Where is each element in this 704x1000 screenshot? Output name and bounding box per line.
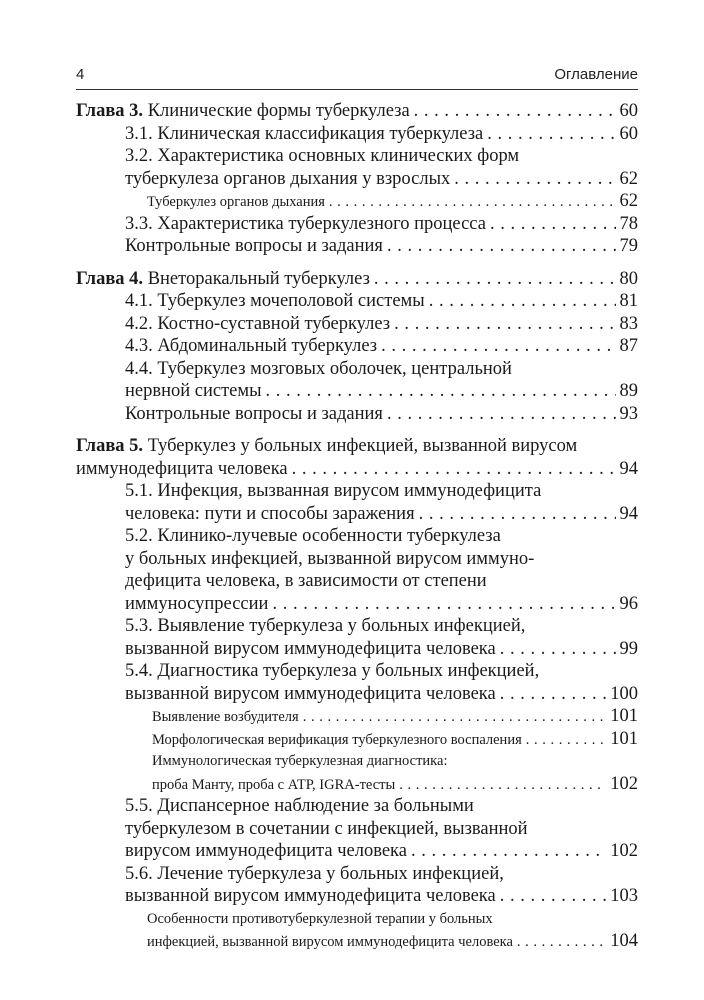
- dot-leader: [419, 503, 616, 526]
- toc-entry[interactable]: [76, 525, 638, 548]
- dot-leader: [414, 100, 616, 123]
- toc-page-number: 94: [619, 503, 638, 524]
- toc-entry[interactable]: [76, 548, 638, 571]
- dot-leader: [500, 638, 616, 661]
- dot-leader: [490, 213, 616, 236]
- toc-entry-label: [76, 458, 288, 481]
- toc-entry[interactable]: [76, 290, 638, 313]
- toc-entry-label: [125, 145, 519, 168]
- toc-entry[interactable]: [76, 885, 638, 908]
- toc-entry-text: Контрольные вопросы и задания: [125, 403, 383, 424]
- toc-entry-label: [76, 268, 370, 291]
- dot-leader: [500, 885, 607, 908]
- toc-page-number: 104: [610, 931, 638, 951]
- toc-entry[interactable]: [76, 863, 638, 886]
- toc-entry-text: 5.6. Лечение туберкулеза у больных инфекцией,: [125, 863, 504, 884]
- toc-page-number: 60: [619, 123, 638, 144]
- toc-entry[interactable]: [76, 358, 638, 381]
- header-rule: [76, 89, 638, 90]
- toc-entry-label: [125, 380, 262, 403]
- toc-entry-label: [125, 213, 486, 236]
- toc-entry[interactable]: [76, 615, 638, 638]
- toc-entry-label: [125, 795, 474, 818]
- toc-entry-text: вызванной вирусом иммунодефицита человека: [125, 886, 496, 906]
- dot-leader: [303, 706, 607, 728]
- toc-entry-text: Иммунологическая туберкулезная диагностика:: [152, 753, 448, 769]
- toc-entry-label: [125, 885, 496, 908]
- dot-leader: [517, 931, 606, 953]
- toc-entry-text: 5.3. Выявление туберкулеза у больных инфекцией,: [125, 616, 526, 636]
- dot-leader: [272, 593, 615, 616]
- dot-leader: [292, 458, 616, 481]
- page-number: 4: [76, 66, 85, 83]
- toc-entry-label: [125, 335, 377, 358]
- toc-entry-label: [125, 660, 539, 683]
- dot-leader: [500, 683, 607, 706]
- toc-entry-label: [125, 525, 501, 548]
- toc-page-number: 102: [610, 773, 638, 794]
- toc-page-number: 79: [619, 236, 638, 256]
- running-header: [76, 64, 638, 86]
- toc-entry-text: проба Манту, проба с АТР, IGRA-тесты: [152, 776, 396, 793]
- dot-leader: [374, 268, 616, 291]
- toc-entry-label: [152, 750, 447, 773]
- toc-entry[interactable]: [76, 458, 638, 481]
- chapter-number: Глава 5.: [76, 436, 144, 456]
- toc-page-number: 103: [610, 886, 638, 906]
- running-title: Оглавление: [554, 66, 638, 83]
- toc-entry[interactable]: [76, 313, 638, 336]
- toc-page-number: 81: [619, 291, 638, 311]
- toc-entry-text: вызванной вирусом иммунодефицита человека: [125, 638, 496, 659]
- toc-page-number: 62: [619, 168, 638, 189]
- dot-leader: [329, 191, 616, 213]
- toc-entry-label: [125, 548, 534, 571]
- toc-entry-label: [125, 840, 407, 863]
- toc-page-number: 87: [619, 336, 638, 356]
- toc-entry-text: 4.3. Абдоминальный туберкулез: [125, 336, 378, 356]
- toc-entry-label: [125, 503, 415, 526]
- toc-entry[interactable]: [76, 235, 638, 258]
- toc-entry-text: туберкулезом в сочетании с инфекцией, вызванной: [125, 818, 528, 839]
- toc-chapter-block: [76, 100, 638, 258]
- toc-entry-text: Особенности противотуберкулезной терапии у больных: [147, 910, 493, 927]
- toc-entry-label: [152, 729, 522, 751]
- toc-entry[interactable]: [76, 380, 638, 403]
- dot-leader: [429, 290, 616, 313]
- toc-entry[interactable]: [76, 773, 638, 796]
- toc-entry[interactable]: [76, 168, 638, 191]
- toc-entry-text: 3.3. Характеристика туберкулезного процесса: [125, 213, 486, 234]
- dot-leader: [411, 840, 606, 863]
- toc-entry-label: [147, 191, 325, 213]
- toc-entry-text: Клинические формы туберкулеза: [143, 101, 410, 121]
- toc-page-number: 62: [619, 191, 638, 211]
- dot-leader: [381, 335, 615, 358]
- toc-entry-text: Туберкулез органов дыхания: [147, 194, 325, 210]
- toc-entry[interactable]: [76, 435, 638, 458]
- table-of-contents: [76, 100, 638, 963]
- toc-page-number: 102: [610, 841, 638, 861]
- dot-leader: [266, 380, 616, 403]
- toc-entry-label: [76, 100, 410, 123]
- toc-entry-text: Внеторакальный туберкулез: [143, 268, 370, 289]
- dot-leader: [387, 403, 616, 426]
- toc-entry[interactable]: [76, 123, 638, 146]
- toc-page-number: 100: [610, 683, 638, 704]
- toc-page-number: 94: [619, 458, 638, 479]
- dot-leader: [487, 123, 615, 146]
- toc-entry-label: [147, 908, 493, 931]
- toc-entry[interactable]: [76, 570, 638, 593]
- toc-entry[interactable]: [76, 930, 638, 953]
- toc-entry-text: человека: пути и способы заражения: [125, 503, 415, 524]
- toc-entry[interactable]: [76, 145, 638, 168]
- toc-entry-text: Контрольные вопросы и задания: [125, 236, 383, 256]
- toc-entry[interactable]: [76, 268, 638, 291]
- toc-entry[interactable]: [76, 593, 638, 616]
- toc-entry[interactable]: [76, 750, 638, 773]
- toc-entry-text: 4.2. Костно-суставной туберкулез: [125, 313, 391, 334]
- toc-entry-label: [125, 168, 450, 191]
- toc-entry-text: Туберкулез у больных инфекцией, вызванной вирусом: [143, 436, 578, 456]
- toc-entry[interactable]: [76, 728, 638, 751]
- toc-entry-label: [125, 593, 268, 616]
- toc-page-number: 99: [619, 638, 638, 659]
- toc-entry-text: нервной системы: [125, 381, 262, 401]
- toc-entry[interactable]: [76, 795, 638, 818]
- toc-entry-label: [147, 931, 513, 953]
- toc-page-number: 80: [619, 268, 638, 289]
- toc-entry-text: вызванной вирусом иммунодефицита человека: [125, 683, 496, 704]
- toc-page-number: 89: [619, 381, 638, 401]
- toc-entry[interactable]: [76, 683, 638, 706]
- toc-page-number: 78: [619, 213, 638, 234]
- toc-entry-text: 3.2. Характеристика основных клинических форм: [125, 146, 520, 166]
- toc-entry-label: [125, 818, 528, 841]
- toc-entry-label: [125, 615, 525, 638]
- toc-entry[interactable]: [76, 840, 638, 863]
- toc-entry-text: 5.5. Диспансерное наблюдение за больными: [125, 796, 474, 816]
- toc-entry[interactable]: [76, 503, 638, 526]
- toc-entry-text: 5.2. Клинико-лучевые особенности туберкулеза: [125, 526, 501, 546]
- toc-page-number: 101: [610, 706, 638, 726]
- toc-entry-text: дефицита человека, в зависимости от степени: [125, 571, 487, 591]
- toc-entry[interactable]: [76, 660, 638, 683]
- dot-leader: [387, 235, 616, 258]
- toc-entry-text: 5.4. Диагностика туберкулеза у больных инфекцией,: [125, 661, 540, 681]
- toc-entry[interactable]: [76, 908, 638, 931]
- toc-chapter-block: [76, 268, 638, 426]
- toc-page-number: 101: [610, 728, 638, 749]
- toc-entry-label: [125, 863, 504, 886]
- chapter-number: Глава 3.: [76, 101, 144, 121]
- toc-entry[interactable]: [76, 480, 638, 503]
- dot-leader: [394, 313, 615, 336]
- toc-entry[interactable]: [76, 100, 638, 123]
- toc-entry[interactable]: [76, 213, 638, 236]
- toc-entry-text: инфекцией, вызванной вирусом иммунодефицита человека: [147, 934, 513, 950]
- toc-entry-text: 5.1. Инфекция, вызванная вирусом иммунодефицита: [125, 481, 542, 501]
- toc-entry-text: 4.4. Туберкулез мозговых оболочек, центральной: [125, 358, 512, 379]
- toc-entry-text: иммуносупрессии: [125, 593, 269, 614]
- toc-entry-label: [125, 403, 383, 426]
- toc-entry-label: [125, 570, 487, 593]
- dot-leader: [454, 168, 615, 191]
- toc-entry-text: вирусом иммунодефицита человека: [125, 841, 407, 861]
- toc-entry[interactable]: [76, 403, 638, 426]
- chapter-number: Глава 4.: [76, 268, 144, 289]
- toc-entry-label: [125, 480, 541, 503]
- dot-leader: [399, 774, 606, 796]
- toc-entry-label: [76, 435, 577, 458]
- toc-entry-text: 4.1. Туберкулез мочеполовой системы: [125, 291, 425, 311]
- toc-entry-text: Выявление возбудителя: [152, 709, 299, 725]
- toc-entry-label: [125, 123, 483, 146]
- toc-page-number: 83: [619, 313, 638, 334]
- toc-entry-label: [125, 313, 390, 336]
- toc-page-number: 60: [619, 101, 638, 121]
- toc-page-number: 96: [619, 593, 638, 614]
- toc-entry[interactable]: [76, 335, 638, 358]
- toc-chapter-block: [76, 435, 638, 953]
- toc-entry-label: [125, 638, 496, 661]
- toc-entry-text: Морфологическая верификация туберкулезного воспаления: [152, 731, 522, 748]
- toc-page-number: 93: [619, 403, 638, 424]
- toc-entry-text: туберкулеза органов дыхания у взрослых: [125, 168, 451, 189]
- toc-entry-text: иммунодефицита человека: [76, 458, 288, 479]
- toc-entry-label: [125, 235, 383, 258]
- toc-entry[interactable]: [76, 190, 638, 213]
- toc-entry-label: [125, 290, 425, 313]
- toc-entry[interactable]: [76, 818, 638, 841]
- toc-entry-label: [125, 358, 512, 381]
- toc-entry-label: [152, 774, 395, 796]
- toc-entry-text: 3.1. Клиническая классификация туберкулеза: [125, 123, 484, 144]
- toc-entry[interactable]: [76, 705, 638, 728]
- toc-entry-label: [125, 683, 496, 706]
- dot-leader: [526, 729, 607, 751]
- toc-entry[interactable]: [76, 638, 638, 661]
- toc-entry-text: у больных инфекцией, вызванной вирусом иммуно-: [125, 548, 535, 569]
- toc-entry-label: [152, 706, 299, 728]
